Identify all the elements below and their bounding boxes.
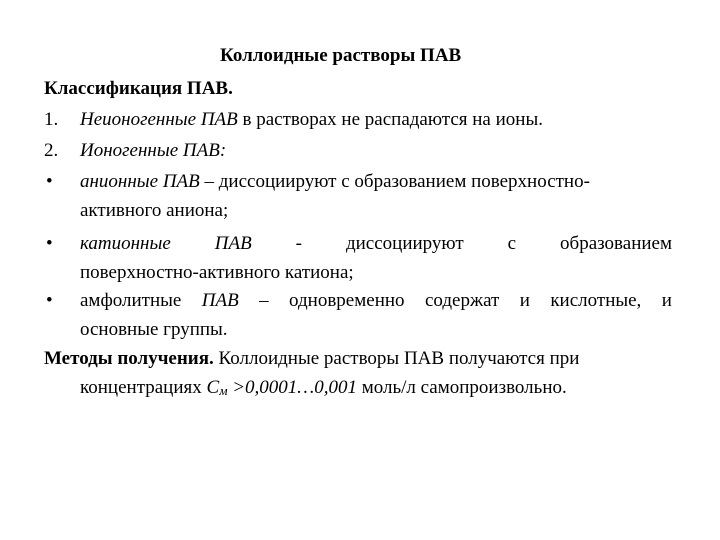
methods-pre: концентрациях xyxy=(80,377,207,398)
bullet1-continuation: активного аниона; xyxy=(80,200,229,221)
item2-number: 2. xyxy=(44,140,59,161)
concentration-range: >0,0001…0,001 xyxy=(227,377,357,398)
bullet2-continuation: поверхностно-активного катиона; xyxy=(80,262,354,283)
concentration-symbol: C xyxy=(206,377,220,398)
concentration-subscript: м xyxy=(219,383,228,398)
classification-heading: Классификация ПАВ. xyxy=(44,78,233,99)
bullet-icon: • xyxy=(46,290,53,311)
bullet1-term: анионные ПАВ xyxy=(80,171,200,192)
methods-line xyxy=(44,347,579,371)
bullet3-word: амфолитные xyxy=(80,290,182,311)
bullet3-word: – xyxy=(259,290,269,311)
bullet1-text xyxy=(80,170,590,194)
bullet3-word: кислотные, xyxy=(550,290,642,311)
bullet3-text xyxy=(80,289,672,313)
item1-number: 1. xyxy=(44,109,59,130)
bullet2-word: ПАВ xyxy=(214,233,252,254)
bullet3-word: содержат xyxy=(424,290,500,311)
slide-title: Коллоидные растворы ПАВ xyxy=(220,45,462,66)
methods-continuation xyxy=(80,376,567,403)
bullet2-word: - xyxy=(295,233,302,254)
bullet2-word: образованием xyxy=(560,233,672,254)
bullet2-word: с xyxy=(507,233,517,254)
bullet3-word: и xyxy=(661,290,672,311)
bullet1-desc: – диссоциируют с образованием поверхностно- xyxy=(199,171,590,192)
item1-text xyxy=(80,108,543,132)
bullet3-continuation: основные группы. xyxy=(80,319,228,340)
bullet3-word: одновременно xyxy=(289,290,405,311)
bullet2-text xyxy=(80,232,672,256)
bullet2-word: диссоциируют xyxy=(345,233,464,254)
item1-term: Неионогенные ПАВ xyxy=(80,109,238,130)
item1-desc: в растворах не распадаются на ионы. xyxy=(237,109,543,130)
bullet3-word: ПАВ xyxy=(201,290,239,311)
bullet3-word: и xyxy=(519,290,530,311)
bullet2-word: катионные xyxy=(80,233,171,254)
item2-term: Ионогенные ПАВ: xyxy=(80,140,227,161)
concentration-unit: моль/л самопроизвольно. xyxy=(356,377,567,398)
bullet-icon: • xyxy=(46,233,53,254)
methods-text: Коллоидные растворы ПАВ получаются при xyxy=(213,348,580,369)
methods-heading: Методы получения. xyxy=(44,348,214,369)
bullet-icon: • xyxy=(46,171,53,192)
